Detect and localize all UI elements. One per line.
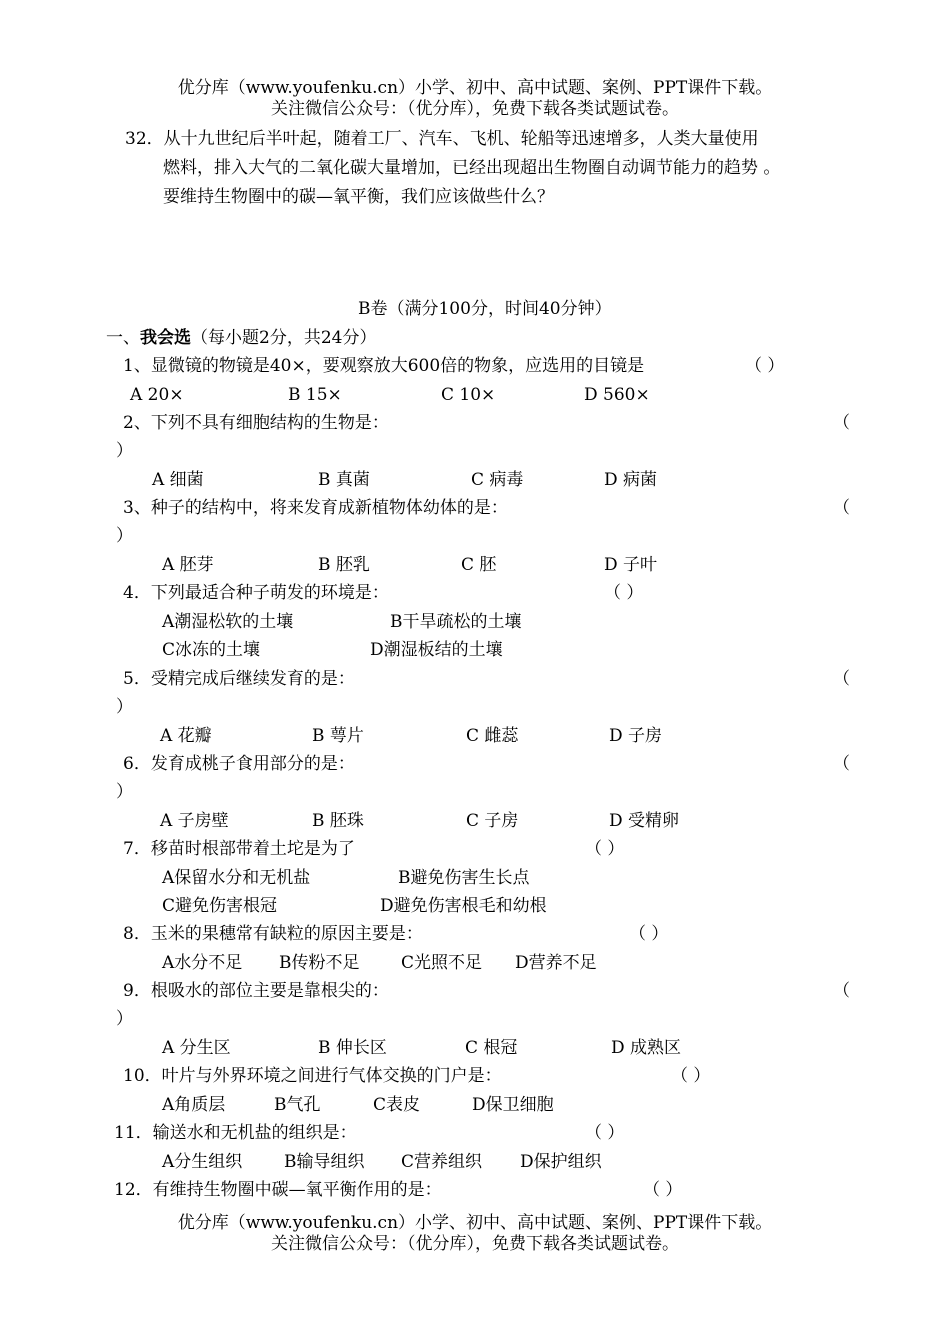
q8-option-b: B传粉不足 — [279, 953, 360, 973]
q2-paren-close: ） — [116, 441, 133, 461]
q4-answer-paren: （ ） — [604, 583, 644, 603]
q10-answer-paren: （ ） — [671, 1066, 711, 1086]
q32-line-2: 燃料，排入大气的二氧化碳大量增加，已经出现超出生物圈自动调节能力的趋势 。 — [163, 158, 781, 178]
footer-line-1: 优分库（www.youfenku.cn）小学、初中、高中试题、案例、PPT课件下载。 — [177, 1213, 773, 1233]
q9-paren-close: ） — [116, 1009, 133, 1029]
q12-stem: 12．有维持生物圈中碳—氧平衡作用的是： — [114, 1180, 442, 1200]
section-b-title: B卷（满分100分，时间40分钟） — [358, 299, 612, 319]
q3-stem: 3、种子的结构中，将来发育成新植物体幼体的是： — [123, 498, 508, 518]
q2-option-a: A 细菌 — [152, 470, 204, 490]
q1-answer-paren: （ ） — [745, 356, 785, 376]
q11-answer-paren: （ ） — [585, 1123, 625, 1143]
q2-option-b: B 真菌 — [318, 470, 370, 490]
q7-option-a: A保留水分和无机盐 — [162, 868, 311, 888]
q3-paren-open: （ — [833, 498, 850, 518]
q10-stem: 10．叶片与外界环境之间进行气体交换的门户是： — [123, 1066, 502, 1086]
q3-option-a: A 胚芽 — [162, 555, 214, 575]
q9-stem: 9．根吸水的部位主要是靠根尖的： — [123, 981, 389, 1001]
q8-option-d: D营养不足 — [515, 953, 597, 973]
q5-paren-open: （ — [833, 669, 850, 689]
q1-option-b: B 15× — [288, 385, 342, 405]
part-1-heading — [106, 327, 376, 349]
q1-stem: 1、显微镜的物镜是40×，要观察放大600倍的物象，应选用的目镜是 — [123, 356, 645, 376]
q6-option-c: C 子房 — [466, 811, 519, 831]
q2-stem: 2、下列不具有细胞结构的生物是： — [123, 413, 389, 433]
q9-option-b: B 伸长区 — [318, 1038, 387, 1058]
part-1-bold-title: 我会选 — [140, 328, 191, 348]
q7-option-b: B避免伤害生长点 — [398, 868, 530, 888]
q3-paren-close: ） — [116, 526, 133, 546]
q9-paren-open: （ — [833, 981, 850, 1001]
q2-option-c: C 病毒 — [471, 470, 524, 490]
q7-option-d: D避免伤害根毛和幼根 — [380, 896, 547, 916]
q4-option-b: B干旱疏松的土壤 — [390, 612, 522, 632]
q3-option-d: D 子叶 — [604, 555, 658, 575]
q7-stem: 7．移苗时根部带着土坨是为了 — [123, 839, 355, 859]
q6-paren-close: ） — [116, 782, 133, 802]
q9-option-d: D 成熟区 — [611, 1038, 682, 1058]
part-1-note: （每小题2分，共24分） — [191, 328, 377, 348]
q6-option-d: D 受精卵 — [609, 811, 680, 831]
q32-line-1: 32．从十九世纪后半叶起，随着工厂、汽车、飞机、轮船等迅速增多，人类大量使用 — [125, 129, 759, 149]
q7-option-c: C避免伤害根冠 — [162, 896, 278, 916]
q8-option-a: A水分不足 — [162, 953, 243, 973]
part-1-prefix: 一、 — [106, 328, 140, 348]
header-line-1: 优分库（www.youfenku.cn）小学、初中、高中试题、案例、PPT课件下载。 — [177, 78, 773, 98]
q1-option-c: C 10× — [441, 385, 496, 405]
q7-answer-paren: （ ） — [585, 839, 625, 859]
q11-option-b: B输导组织 — [284, 1152, 365, 1172]
q4-stem: 4．下列最适合种子萌发的环境是： — [123, 583, 389, 603]
q4-option-d: D潮湿板结的土壤 — [370, 640, 503, 660]
q5-option-c: C 雌蕊 — [466, 726, 519, 746]
q1-option-a: A 20× — [130, 385, 184, 405]
q8-option-c: C光照不足 — [401, 953, 483, 973]
q11-stem: 11．输送水和无机盐的组织是： — [114, 1123, 357, 1143]
q5-paren-close: ） — [116, 697, 133, 717]
q9-option-a: A 分生区 — [162, 1038, 231, 1058]
q6-paren-open: （ — [833, 754, 850, 774]
q8-stem: 8．玉米的果穗常有缺粒的原因主要是： — [123, 924, 423, 944]
q5-option-d: D 子房 — [609, 726, 663, 746]
q9-option-c: C 根冠 — [465, 1038, 518, 1058]
q5-option-a: A 花瓣 — [160, 726, 212, 746]
q6-option-a: A 子房壁 — [160, 811, 229, 831]
q11-option-d: D保护组织 — [520, 1152, 602, 1172]
header-line-2: 关注微信公众号：（优分库），免费下载各类试题试卷。 — [271, 99, 679, 119]
q2-paren-open: （ — [833, 413, 850, 433]
q32-line-3: 要维持生物圈中的碳—氧平衡，我们应该做些什么？ — [163, 187, 554, 207]
q2-option-d: D 病菌 — [604, 470, 658, 490]
q4-option-c: C冰冻的土壤 — [162, 640, 261, 660]
q5-option-b: B 萼片 — [312, 726, 364, 746]
q5-stem: 5．受精完成后继续发育的是： — [123, 669, 355, 689]
q10-option-c: C表皮 — [373, 1095, 421, 1115]
q10-option-a: A角质层 — [162, 1095, 226, 1115]
q6-stem: 6．发育成桃子食用部分的是： — [123, 754, 355, 774]
q11-option-c: C营养组织 — [401, 1152, 483, 1172]
footer-line-2: 关注微信公众号：（优分库），免费下载各类试题试卷。 — [271, 1234, 679, 1254]
q10-option-b: B气孔 — [274, 1095, 321, 1115]
q3-option-b: B 胚乳 — [318, 555, 370, 575]
q12-answer-paren: （ ） — [643, 1180, 683, 1200]
q4-option-a: A潮湿松软的土壤 — [162, 612, 294, 632]
q6-option-b: B 胚珠 — [312, 811, 364, 831]
q8-answer-paren: （ ） — [629, 924, 669, 944]
q3-option-c: C 胚 — [461, 555, 497, 575]
q10-option-d: D保卫细胞 — [472, 1095, 554, 1115]
q11-option-a: A分生组织 — [162, 1152, 243, 1172]
q1-option-d: D 560× — [584, 385, 650, 405]
